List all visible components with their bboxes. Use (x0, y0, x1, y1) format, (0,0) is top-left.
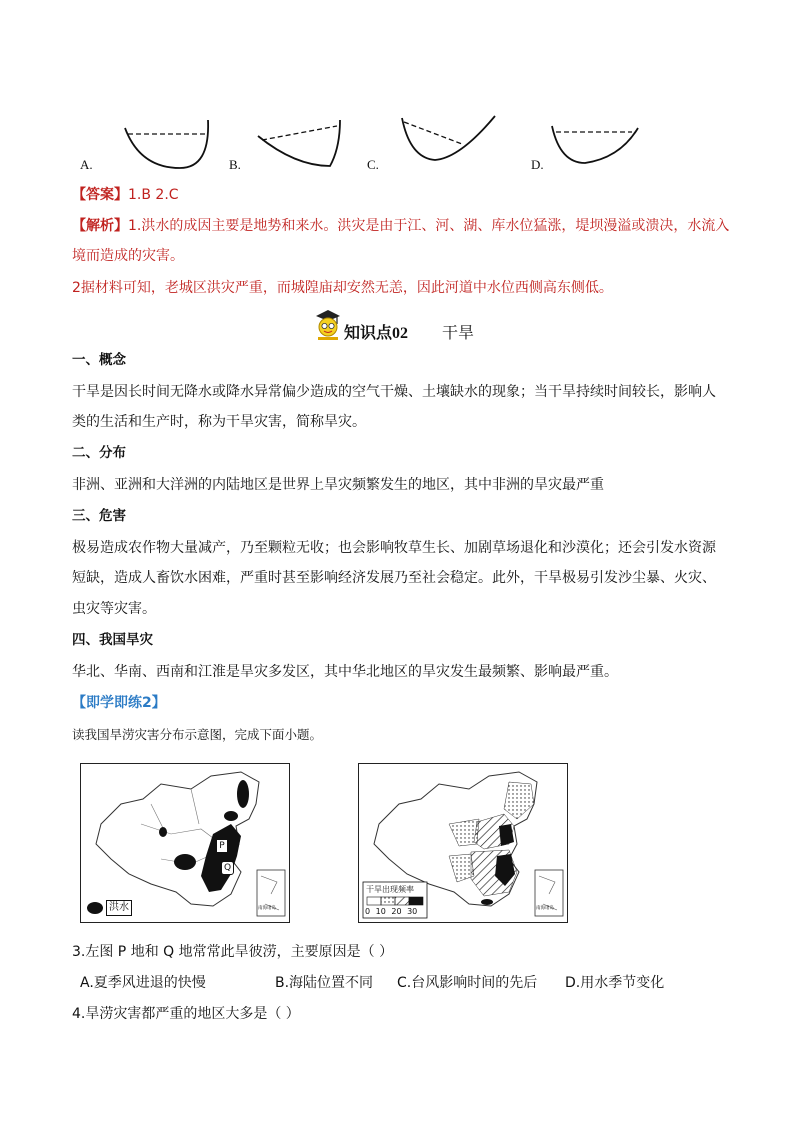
drought-legend-title: 干旱出现频率 (366, 885, 414, 894)
practice-intro: 读我国旱涝灾害分布示意图，完成下面小题。 (72, 727, 323, 742)
hazard-heading: 三、危害 (72, 508, 126, 524)
hazard-line-1: 极易造成农作物大量减产，乃至颗粒无收；也会影响牧草生长、加剧草场退化和沙漠化；还会引发水资源 (72, 540, 716, 556)
flood-legend-text: 洪水 (106, 900, 132, 916)
diagram-c-water (404, 122, 462, 144)
q4-stem: 4.旱涝灾害都严重的地区大多是（ ） (72, 1006, 300, 1022)
flood-zone-northeast (237, 780, 249, 808)
inset-text-right: 南海诸岛 (536, 906, 554, 911)
china-line-1: 华北、华南、西南和江淮是旱灾多发区，其中华北地区的旱灾发生最频繁、影响最严重。 (72, 664, 618, 680)
distribution-line-1: 非洲、亚洲和大洋洲的内陆地区是世界上旱灾频繁发生的地区，其中非洲的旱灾最严重 (72, 477, 604, 493)
label-q: Q (221, 861, 234, 875)
map-left-flood (80, 763, 290, 923)
answer-text: 1.B 2.C (128, 187, 179, 203)
diagram-b-channel (258, 120, 340, 166)
analysis-tag: 【解析】 (72, 218, 128, 234)
q3-stem: 3.左图 P 地和 Q 地常常此旱彼涝，主要原因是（ ） (72, 944, 394, 960)
option-label-b: B. (229, 157, 241, 172)
option-label-a: A. (80, 157, 93, 172)
analysis-text-1: 1.洪水的成因主要是地势和来水。洪灾是由于江、河、湖、库水位猛涨，堤坝漫溢或溃决，水流入 (128, 218, 730, 234)
section-prefix: 知识点02 (344, 325, 409, 342)
answer-tag: 【答案】 (72, 187, 128, 203)
answer-line (72, 185, 179, 205)
china-heading: 四、我国旱灾 (72, 632, 153, 648)
q3-option-c[interactable]: C.台风影响时间的先后 (397, 975, 538, 991)
diagram-b-water (262, 126, 337, 140)
section-name: 干旱 (442, 323, 475, 342)
q3-option-a[interactable]: A.夏季风进退的快慢 (80, 975, 206, 991)
concept-line-1: 干旱是因长时间无降水或降水异常偏少造成的空气干燥、土壤缺水的现象；当干旱持续时间较长，影响人 (72, 384, 716, 400)
flood-zone-northwest (159, 827, 167, 837)
hazard-line-3: 虫灾等灾害。 (72, 601, 156, 617)
q3-option-b[interactable]: B.海陆位置不同 (275, 975, 374, 991)
practice-tag: 【即学即练2】 (72, 695, 166, 711)
option-label-c: C. (367, 157, 379, 172)
drought-zone-hainan-black (481, 899, 493, 905)
map-right-svg (359, 764, 567, 922)
scholar-icon (312, 308, 344, 342)
flood-legend-swatch (87, 902, 103, 914)
concept-line-2: 类的生活和生产时，称为干旱灾害，简称旱灾。 (72, 414, 366, 430)
distribution-heading: 二、分布 (72, 445, 126, 461)
hazard-line-2: 短缺，造成人畜饮水困难，严重时甚至影响经济发展乃至社会稳定。此外，干旱极易引发沙尘暴、火灾、 (72, 570, 716, 586)
analysis-line-3: 2据材料可知，老城区洪灾严重，而城隍庙却安然无恙，因此河道中水位西侧高东侧低。 (72, 280, 613, 296)
option-label-d: D. (531, 157, 544, 172)
q3-option-d[interactable]: D.用水季节变化 (565, 975, 665, 991)
section-title (312, 308, 512, 342)
map-right-drought (358, 763, 568, 923)
flood-zone-sichuan (174, 854, 196, 870)
label-p: P (216, 839, 228, 853)
analysis-line-2: 境而造成的灾害。 (72, 248, 184, 264)
option-diagrams (80, 108, 680, 178)
flood-zone-north (224, 811, 238, 821)
concept-heading: 一、概念 (72, 352, 126, 368)
drought-legend-scale: 0 10 20 30 (365, 907, 418, 916)
cross-section-figures (80, 108, 680, 178)
analysis-line-1 (72, 216, 729, 236)
inset-text-left: 南海诸岛 (258, 906, 276, 911)
diagram-a-channel (125, 120, 208, 168)
diagram-c-channel (402, 116, 495, 160)
map-left-svg (81, 764, 289, 922)
